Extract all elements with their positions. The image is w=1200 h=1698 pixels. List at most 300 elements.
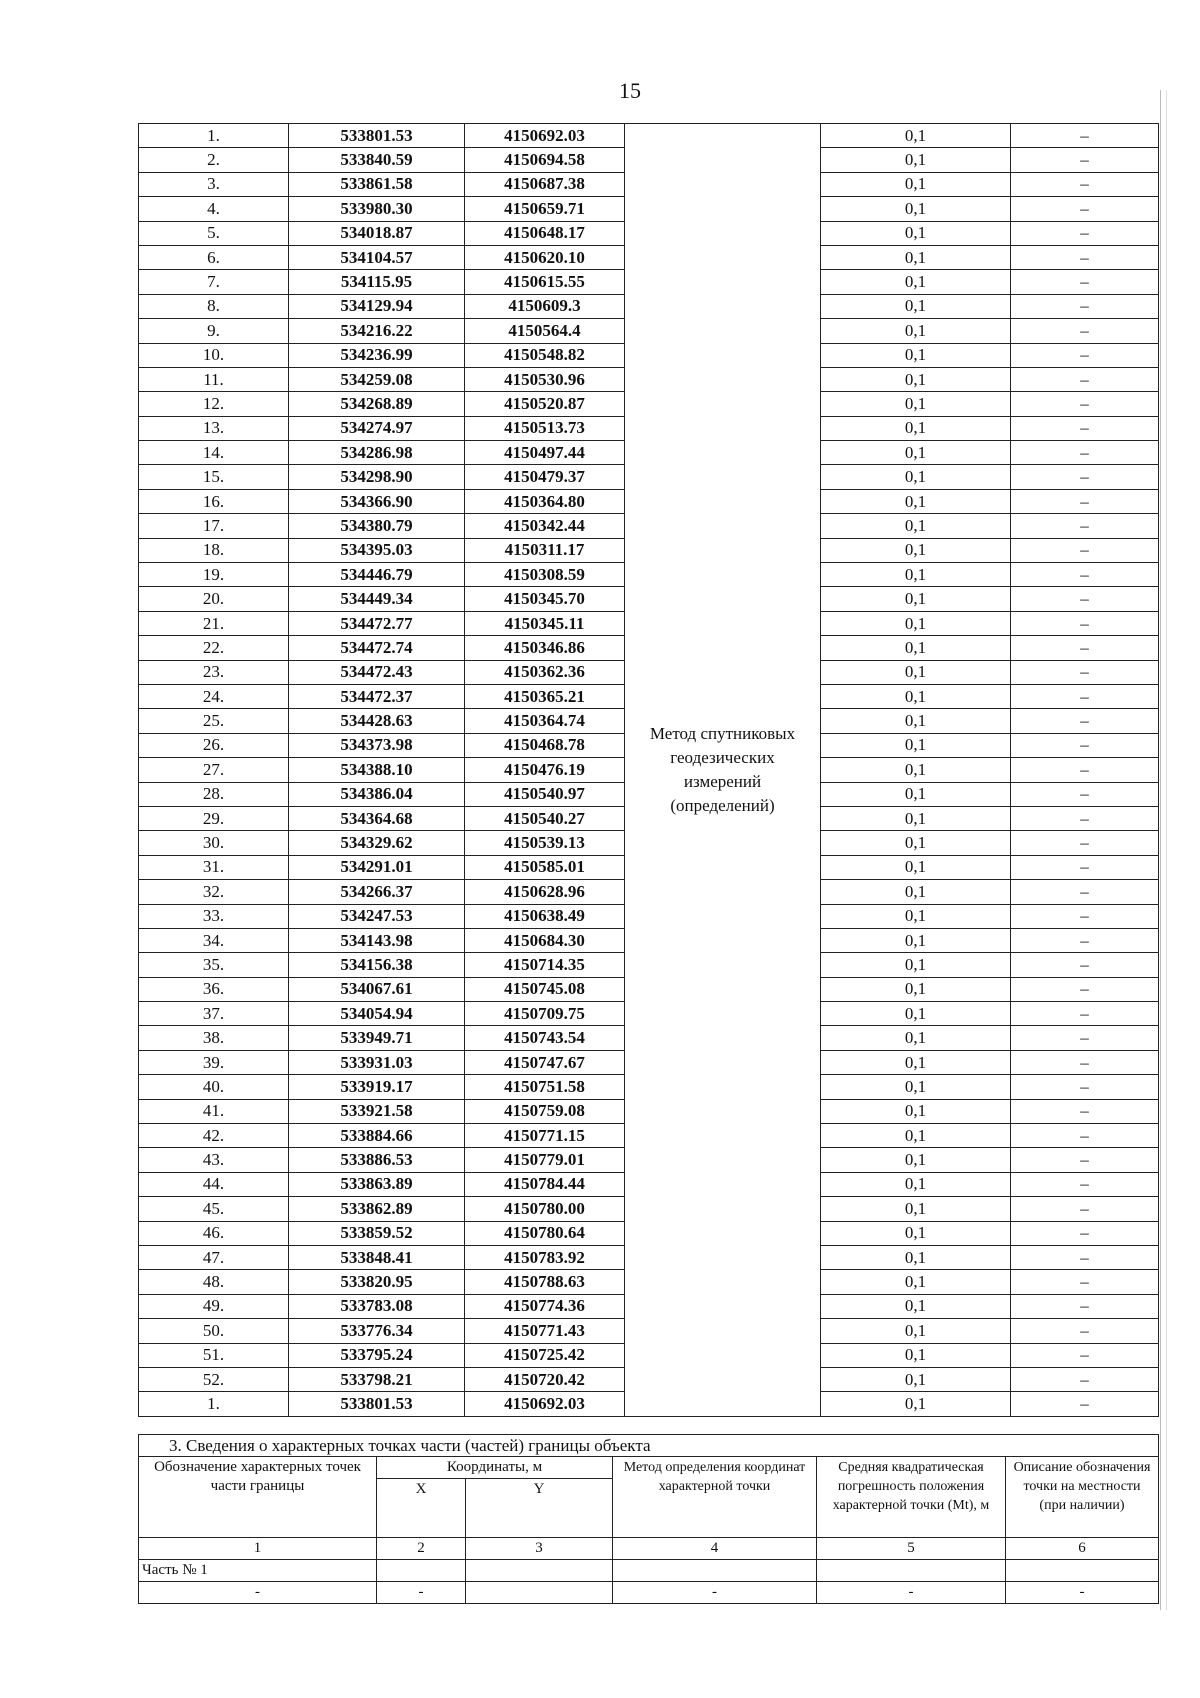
col-header-point-designation: Обозначение характерных точек части границы [139,1457,377,1538]
description-cell: – [1011,880,1159,904]
y-coordinate-cell: 4150468.78 [465,733,625,757]
y-coordinate-cell: 4150751.58 [465,1075,625,1099]
y-coordinate-cell: 4150692.03 [465,124,625,148]
y-coordinate-cell: 4150687.38 [465,172,625,196]
dash-cell: - [139,1582,377,1604]
description-cell: – [1011,172,1159,196]
y-coordinate-cell: 4150540.27 [465,806,625,830]
x-coordinate-cell: 533949.71 [289,1026,465,1050]
mt-value-cell: 0,1 [821,782,1011,806]
point-number-cell: 52. [139,1367,289,1391]
y-coordinate-cell: 4150585.01 [465,855,625,879]
mt-value-cell: 0,1 [821,928,1011,952]
y-coordinate-cell: 4150308.59 [465,563,625,587]
description-cell: – [1011,636,1159,660]
method-line: (определений) [670,795,775,815]
y-coordinate-cell: 4150783.92 [465,1245,625,1269]
description-cell: – [1011,1294,1159,1318]
x-coordinate-cell: 534388.10 [289,758,465,782]
x-coordinate-cell: 534266.37 [289,880,465,904]
description-cell: – [1011,684,1159,708]
mt-value-cell: 0,1 [821,441,1011,465]
y-coordinate-cell: 4150659.71 [465,197,625,221]
part-boundary-table [138,1434,1159,1604]
description-cell: – [1011,245,1159,269]
mt-value-cell: 0,1 [821,709,1011,733]
x-coordinate-cell: 533801.53 [289,124,465,148]
x-coordinate-cell: 533921.58 [289,1099,465,1123]
y-coordinate-cell: 4150771.43 [465,1319,625,1343]
description-cell: – [1011,319,1159,343]
point-number-cell: 1. [139,1392,289,1416]
point-number-cell: 49. [139,1294,289,1318]
point-number-cell: 5. [139,221,289,245]
mt-value-cell: 0,1 [821,733,1011,757]
point-number-cell: 39. [139,1050,289,1074]
description-cell: – [1011,538,1159,562]
point-number-cell: 42. [139,1124,289,1148]
y-coordinate-cell: 4150759.08 [465,1099,625,1123]
y-coordinate-cell: 4150479.37 [465,465,625,489]
x-coordinate-cell: 534472.74 [289,636,465,660]
y-coordinate-cell: 4150476.19 [465,758,625,782]
description-cell: – [1011,1367,1159,1391]
point-number-cell: 32. [139,880,289,904]
description-cell: – [1011,709,1159,733]
point-number-cell: 15. [139,465,289,489]
mt-value-cell: 0,1 [821,465,1011,489]
x-coordinate-cell: 534104.57 [289,245,465,269]
mt-value-cell: 0,1 [821,855,1011,879]
scan-edge-line [1160,90,1161,1610]
mt-value-cell: 0,1 [821,270,1011,294]
table-row [139,124,1159,148]
empty-cell [466,1560,613,1582]
col-header-coordinates: Координаты, м [377,1457,613,1479]
point-number-cell: 30. [139,831,289,855]
y-coordinate-cell: 4150345.11 [465,611,625,635]
x-coordinate-cell: 534247.53 [289,904,465,928]
mt-value-cell: 0,1 [821,1367,1011,1391]
mt-value-cell: 0,1 [821,1392,1011,1416]
scan-edge-line-2 [1166,90,1167,1610]
mt-value-cell: 0,1 [821,416,1011,440]
description-cell: – [1011,1221,1159,1245]
point-number-cell: 9. [139,319,289,343]
method-line: геодезических [670,747,775,767]
x-coordinate-cell: 534054.94 [289,1002,465,1026]
y-coordinate-cell: 4150362.36 [465,660,625,684]
x-coordinate-cell: 533980.30 [289,197,465,221]
mt-value-cell: 0,1 [821,953,1011,977]
y-coordinate-cell: 4150620.10 [465,245,625,269]
mt-value-cell: 0,1 [821,1197,1011,1221]
point-number-cell: 23. [139,660,289,684]
description-cell: – [1011,660,1159,684]
description-cell: – [1011,977,1159,1001]
description-cell: – [1011,563,1159,587]
mt-value-cell: 0,1 [821,1050,1011,1074]
x-coordinate-cell: 534067.61 [289,977,465,1001]
description-cell: – [1011,489,1159,513]
mt-value-cell: 0,1 [821,538,1011,562]
point-number-cell: 36. [139,977,289,1001]
point-number-cell: 26. [139,733,289,757]
y-coordinate-cell: 4150788.63 [465,1270,625,1294]
y-coordinate-cell: 4150513.73 [465,416,625,440]
y-coordinate-cell: 4150497.44 [465,441,625,465]
description-cell: – [1011,1124,1159,1148]
x-coordinate-cell: 534143.98 [289,928,465,952]
x-coordinate-cell: 533861.58 [289,172,465,196]
mt-value-cell: 0,1 [821,392,1011,416]
dash-cell: - [613,1582,817,1604]
point-number-cell: 41. [139,1099,289,1123]
x-coordinate-cell: 533798.21 [289,1367,465,1391]
point-number-cell: 38. [139,1026,289,1050]
mt-value-cell: 0,1 [821,1319,1011,1343]
x-coordinate-cell: 534291.01 [289,855,465,879]
point-number-cell: 40. [139,1075,289,1099]
point-number-cell: 25. [139,709,289,733]
x-coordinate-cell: 534018.87 [289,221,465,245]
description-cell: – [1011,1099,1159,1123]
x-coordinate-cell: 534428.63 [289,709,465,733]
x-coordinate-cell: 533848.41 [289,1245,465,1269]
y-coordinate-cell: 4150346.86 [465,636,625,660]
point-number-cell: 13. [139,416,289,440]
y-coordinate-cell: 4150743.54 [465,1026,625,1050]
mt-value-cell: 0,1 [821,611,1011,635]
description-cell: – [1011,855,1159,879]
x-coordinate-cell: 534259.08 [289,367,465,391]
y-coordinate-cell: 4150548.82 [465,343,625,367]
y-coordinate-cell: 4150520.87 [465,392,625,416]
y-coordinate-cell: 4150745.08 [465,977,625,1001]
y-coordinate-cell: 4150609.3 [465,294,625,318]
x-coordinate-cell: 534274.97 [289,416,465,440]
point-number-cell: 22. [139,636,289,660]
x-coordinate-cell: 533931.03 [289,1050,465,1074]
description-cell: – [1011,1197,1159,1221]
empty-cell [817,1560,1006,1582]
y-coordinate-cell: 4150364.74 [465,709,625,733]
x-coordinate-cell: 533919.17 [289,1075,465,1099]
y-coordinate-cell: 4150540.97 [465,782,625,806]
mt-value-cell: 0,1 [821,1099,1011,1123]
y-coordinate-cell: 4150364.80 [465,489,625,513]
description-cell: – [1011,270,1159,294]
part-label: Часть № 1 [139,1560,377,1582]
point-number-cell: 46. [139,1221,289,1245]
y-coordinate-cell: 4150345.70 [465,587,625,611]
empty-cell [613,1560,817,1582]
y-coordinate-cell: 4150774.36 [465,1294,625,1318]
description-cell: – [1011,367,1159,391]
section-title: 3. Сведения о характерных точках части (частей) границы объекта [139,1435,1159,1457]
empty-cell [1006,1560,1159,1582]
point-number-cell: 37. [139,1002,289,1026]
method-line: Метод спутниковых [649,723,796,743]
point-number-cell: 50. [139,1319,289,1343]
point-number-cell: 24. [139,684,289,708]
x-coordinate-cell: 534268.89 [289,392,465,416]
mt-value-cell: 0,1 [821,1002,1011,1026]
x-coordinate-cell: 533820.95 [289,1270,465,1294]
page-number: 15 [619,78,641,103]
point-number-cell: 17. [139,514,289,538]
dash-cell [466,1582,613,1604]
x-coordinate-cell: 534380.79 [289,514,465,538]
description-cell: – [1011,1050,1159,1074]
description-cell: – [1011,611,1159,635]
point-number-cell: 43. [139,1148,289,1172]
col-number-5: 5 [817,1538,1006,1560]
y-coordinate-cell: 4150780.64 [465,1221,625,1245]
y-coordinate-cell: 4150564.4 [465,319,625,343]
point-number-cell: 12. [139,392,289,416]
description-cell: – [1011,904,1159,928]
x-coordinate-cell: 534373.98 [289,733,465,757]
col-number-2: 2 [377,1538,466,1560]
x-coordinate-cell: 534366.90 [289,489,465,513]
point-number-cell: 45. [139,1197,289,1221]
y-coordinate-cell: 4150539.13 [465,831,625,855]
point-number-cell: 48. [139,1270,289,1294]
x-coordinate-cell: 534156.38 [289,953,465,977]
mt-value-cell: 0,1 [821,1026,1011,1050]
description-cell: – [1011,831,1159,855]
point-number-cell: 35. [139,953,289,977]
point-number-cell: 20. [139,587,289,611]
description-cell: – [1011,1270,1159,1294]
x-coordinate-cell: 533776.34 [289,1319,465,1343]
x-coordinate-cell: 534395.03 [289,538,465,562]
x-coordinate-cell: 534449.34 [289,587,465,611]
dash-cell: - [1006,1582,1159,1604]
x-coordinate-cell: 534216.22 [289,319,465,343]
y-coordinate-cell: 4150530.96 [465,367,625,391]
mt-value-cell: 0,1 [821,1245,1011,1269]
mt-value-cell: 0,1 [821,221,1011,245]
dash-cell: - [817,1582,1006,1604]
mt-value-cell: 0,1 [821,1270,1011,1294]
description-cell: – [1011,465,1159,489]
x-coordinate-cell: 534364.68 [289,806,465,830]
y-coordinate-cell: 4150709.75 [465,1002,625,1026]
mt-value-cell: 0,1 [821,904,1011,928]
mt-value-cell: 0,1 [821,636,1011,660]
mt-value-cell: 0,1 [821,806,1011,830]
mt-value-cell: 0,1 [821,1294,1011,1318]
mt-value-cell: 0,1 [821,197,1011,221]
y-coordinate-cell: 4150784.44 [465,1172,625,1196]
mt-value-cell: 0,1 [821,1343,1011,1367]
mt-value-cell: 0,1 [821,367,1011,391]
point-number-cell: 47. [139,1245,289,1269]
mt-value-cell: 0,1 [821,489,1011,513]
col-header-mt: Средняя квадратическая погрешность положения характерной точки (Mt), м [817,1457,1006,1538]
point-number-cell: 19. [139,563,289,587]
mt-value-cell: 0,1 [821,294,1011,318]
x-coordinate-cell: 534472.37 [289,684,465,708]
description-cell: – [1011,1392,1159,1416]
y-coordinate-cell: 4150365.21 [465,684,625,708]
col-number-4: 4 [613,1538,817,1560]
mt-value-cell: 0,1 [821,245,1011,269]
description-cell: – [1011,1245,1159,1269]
description-cell: – [1011,1319,1159,1343]
x-coordinate-cell: 533862.89 [289,1197,465,1221]
description-cell: – [1011,1343,1159,1367]
description-cell: – [1011,758,1159,782]
point-number-cell: 27. [139,758,289,782]
mt-value-cell: 0,1 [821,1124,1011,1148]
x-coordinate-cell: 533886.53 [289,1148,465,1172]
col-number-6: 6 [1006,1538,1159,1560]
mt-value-cell: 0,1 [821,660,1011,684]
description-cell: – [1011,782,1159,806]
description-cell: – [1011,416,1159,440]
point-number-cell: 10. [139,343,289,367]
mt-value-cell: 0,1 [821,1075,1011,1099]
point-number-cell: 8. [139,294,289,318]
y-coordinate-cell: 4150780.00 [465,1197,625,1221]
x-coordinate-cell: 533840.59 [289,148,465,172]
x-coordinate-cell: 534115.95 [289,270,465,294]
description-cell: – [1011,928,1159,952]
method-line: измерений [683,771,762,791]
point-number-cell: 16. [139,489,289,513]
x-coordinate-cell: 534472.77 [289,611,465,635]
y-coordinate-cell: 4150694.58 [465,148,625,172]
point-number-cell: 18. [139,538,289,562]
point-number-cell: 31. [139,855,289,879]
x-coordinate-cell: 534129.94 [289,294,465,318]
point-number-cell: 44. [139,1172,289,1196]
mt-value-cell: 0,1 [821,587,1011,611]
point-number-cell: 33. [139,904,289,928]
x-coordinate-cell: 533884.66 [289,1124,465,1148]
y-coordinate-cell: 4150638.49 [465,904,625,928]
point-number-cell: 6. [139,245,289,269]
col-number-1: 1 [139,1538,377,1560]
point-number-cell: 1. [139,124,289,148]
y-coordinate-cell: 4150714.35 [465,953,625,977]
mt-value-cell: 0,1 [821,514,1011,538]
point-number-cell: 14. [139,441,289,465]
mt-value-cell: 0,1 [821,1148,1011,1172]
description-cell: – [1011,343,1159,367]
col-header-description: Описание обозначения точки на местности (при наличии) [1006,1457,1159,1538]
col-header-x: X [377,1479,466,1538]
description-cell: – [1011,806,1159,830]
y-coordinate-cell: 4150725.42 [465,1343,625,1367]
x-coordinate-cell: 533801.53 [289,1392,465,1416]
description-cell: – [1011,1172,1159,1196]
col-header-y: Y [466,1479,613,1538]
point-number-cell: 21. [139,611,289,635]
point-number-cell: 29. [139,806,289,830]
y-coordinate-cell: 4150747.67 [465,1050,625,1074]
x-coordinate-cell: 533795.24 [289,1343,465,1367]
description-cell: – [1011,124,1159,148]
mt-value-cell: 0,1 [821,124,1011,148]
y-coordinate-cell: 4150684.30 [465,928,625,952]
mt-value-cell: 0,1 [821,684,1011,708]
dash-cell: - [377,1582,466,1604]
y-coordinate-cell: 4150771.15 [465,1124,625,1148]
x-coordinate-cell: 533863.89 [289,1172,465,1196]
mt-value-cell: 0,1 [821,148,1011,172]
x-coordinate-cell: 534286.98 [289,441,465,465]
description-cell: – [1011,1075,1159,1099]
description-cell: – [1011,514,1159,538]
description-cell: – [1011,733,1159,757]
description-cell: – [1011,441,1159,465]
x-coordinate-cell: 534298.90 [289,465,465,489]
y-coordinate-cell: 4150648.17 [465,221,625,245]
x-coordinate-cell: 534446.79 [289,563,465,587]
description-cell: – [1011,1002,1159,1026]
mt-value-cell: 0,1 [821,977,1011,1001]
x-coordinate-cell: 534329.62 [289,831,465,855]
col-header-method: Метод определения координат характерной точки [613,1457,817,1538]
point-number-cell: 4. [139,197,289,221]
mt-value-cell: 0,1 [821,758,1011,782]
description-cell: – [1011,1026,1159,1050]
point-number-cell: 3. [139,172,289,196]
description-cell: – [1011,1148,1159,1172]
x-coordinate-cell: 534472.43 [289,660,465,684]
x-coordinate-cell: 534236.99 [289,343,465,367]
mt-value-cell: 0,1 [821,880,1011,904]
description-cell: – [1011,148,1159,172]
description-cell: – [1011,587,1159,611]
mt-value-cell: 0,1 [821,1172,1011,1196]
x-coordinate-cell: 533783.08 [289,1294,465,1318]
point-number-cell: 7. [139,270,289,294]
x-coordinate-cell: 534386.04 [289,782,465,806]
point-number-cell: 51. [139,1343,289,1367]
method-cell [625,124,821,1417]
description-cell: – [1011,953,1159,977]
x-coordinate-cell: 533859.52 [289,1221,465,1245]
point-number-cell: 11. [139,367,289,391]
y-coordinate-cell: 4150628.96 [465,880,625,904]
y-coordinate-cell: 4150615.55 [465,270,625,294]
coordinates-table [138,123,1159,1417]
mt-value-cell: 0,1 [821,1221,1011,1245]
mt-value-cell: 0,1 [821,343,1011,367]
mt-value-cell: 0,1 [821,563,1011,587]
point-number-cell: 34. [139,928,289,952]
point-number-cell: 28. [139,782,289,806]
description-cell: – [1011,294,1159,318]
mt-value-cell: 0,1 [821,319,1011,343]
description-cell: – [1011,392,1159,416]
y-coordinate-cell: 4150692.03 [465,1392,625,1416]
y-coordinate-cell: 4150311.17 [465,538,625,562]
description-cell: – [1011,221,1159,245]
y-coordinate-cell: 4150342.44 [465,514,625,538]
col-number-3: 3 [466,1538,613,1560]
y-coordinate-cell: 4150720.42 [465,1367,625,1391]
mt-value-cell: 0,1 [821,172,1011,196]
description-cell: – [1011,197,1159,221]
mt-value-cell: 0,1 [821,831,1011,855]
point-number-cell: 2. [139,148,289,172]
